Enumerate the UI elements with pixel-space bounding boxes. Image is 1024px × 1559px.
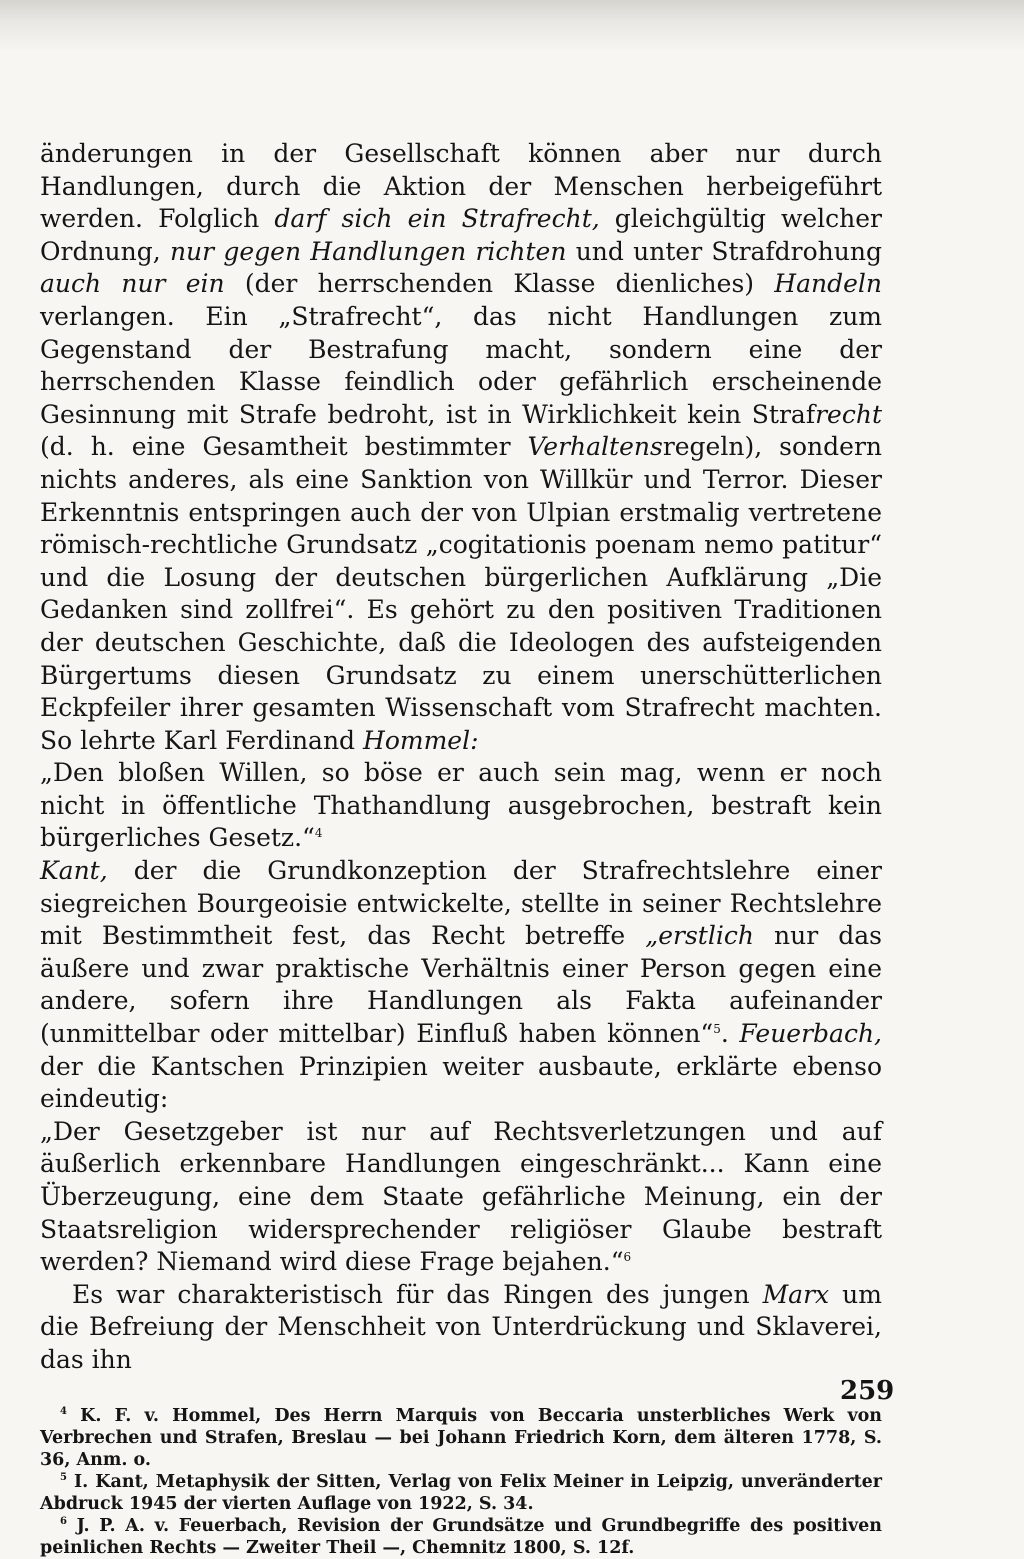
footnote-4: $^4$ K. F. v. Hommel, Des Herrn Marquis von Beccaria unsterbliches Werk von Verbrechen und Strafen, Breslau — bei Johann Friedrich Korn, dem älteren 1778, S. 36, Anm. o.: [40, 1405, 883, 1470]
paragraph-1: änderungen in der Gesellschaft können aber nur durch Handlungen, durch die Aktion der Menschen herbeigeführt werden. Folglich darf sich ein Strafrecht, gleichgültig welcher Ordnung, nur gegen Handlungen richten und unter Strafdrohung auch nur ein (der herrschenden Klasse dienliches) Handeln verlangen. Ein „Strafrecht“, das nicht Handlungen zum Gegenstand der Bestrafung macht, sondern eine der herrschenden Klasse feindlich oder gefährlich erscheinende Gesinnung mit Strafe bedroht, ist in Wirklichkeit kein Strafrecht (d. h. eine Gesamtheit bestimmter Verhaltensregeln), sondern nichts anderes, als eine Sanktion von Willkür und Terror. Dieser Erkenntnis entspringen auch der von Ulpian erstmalig vertretene römisch-rechtliche Grundsatz „cogitationis poenam nemo patitur“ und die Losung der deutschen bürgerlichen Aufklärung „Die Gedanken sind zollfrei“. Es gehört zu den positiven Traditionen der deutschen Geschichte, daß die Ideologen des aufsteigenden Bürgertums diesen Grundsatz zu einem unerschütterlichen Eckpfeiler ihrer gesamten Wissenschaft vom Strafrecht machten. So lehrte Karl Ferdinand Hommel:: [40, 139, 882, 755]
block-quote-feuerbach: „Der Gesetzgeber ist nur auf Rechtsverletzungen und auf äußerlich erkennbare Handlungen eingeschränkt... Kann eine Überzeugung, eine dem Staate gefährliche Meinung, ein der Staatsreligion widersprechender religiöser Glaube bestraft werden? Niemand wird diese Frage bejahen.“$^6$: [40, 1116, 882, 1277]
main-text: [40, 138, 882, 1377]
footnote-ref-4[interactable]: 4: [314, 826, 323, 841]
paragraph-3: Es war charakteristisch für das Ringen des jungen Marx um die Befreiung der Menschheit von Unterdrückung und Sklaverei, das ihn: [40, 1279, 882, 1374]
footnotes: [40, 1405, 882, 1559]
paragraph-2: Kant, der die Grundkonzeption der Strafrechtslehre einer siegreichen Bourgeoisie entwickelte, stellte in seiner Rechtslehre mit Bestimmtheit fest, das Recht betreffe „erstlich nur das äußere und zwar praktische Verhältnis einer Person gegen eine andere, sofern ihre Handlungen als Fakta aufeinander (unmittelbar oder mittelbar) Einfluß haben können“$^5$. Feuerbach, der die Kantschen Prinzipien weiter ausbaute, erklärte ebenso eindeutig:: [40, 856, 882, 1114]
scan-edge-shadow: [0, 0, 1024, 52]
footnote-ref-6[interactable]: 6: [623, 1250, 632, 1265]
block-quote-hommel: „Den bloßen Willen, so böse er auch sein mag, wenn er noch nicht in öffentliche Thathandlung ausgebrochen, bestraft kein bürgerliches Gesetz.“$^4$: [40, 758, 882, 853]
footnote-ref-5[interactable]: 5: [713, 1022, 721, 1037]
footnote-6: $^6$ J. P. A. v. Feuerbach, Revision der Grundsätze und Grundbegriffe des positiven peinlichen Rechts — Zweiter Theil —, Chemnitz 1800, S. 12f.: [40, 1515, 883, 1558]
page-number: 259: [840, 1376, 895, 1406]
footnote-5: $^5$ I. Kant, Metaphysik der Sitten, Verlag von Felix Meiner in Leipzig, unveränderter Abdruck 1945 der vierten Auflage von 1922, S. 34.: [40, 1471, 883, 1514]
book-page: [40, 138, 882, 1559]
